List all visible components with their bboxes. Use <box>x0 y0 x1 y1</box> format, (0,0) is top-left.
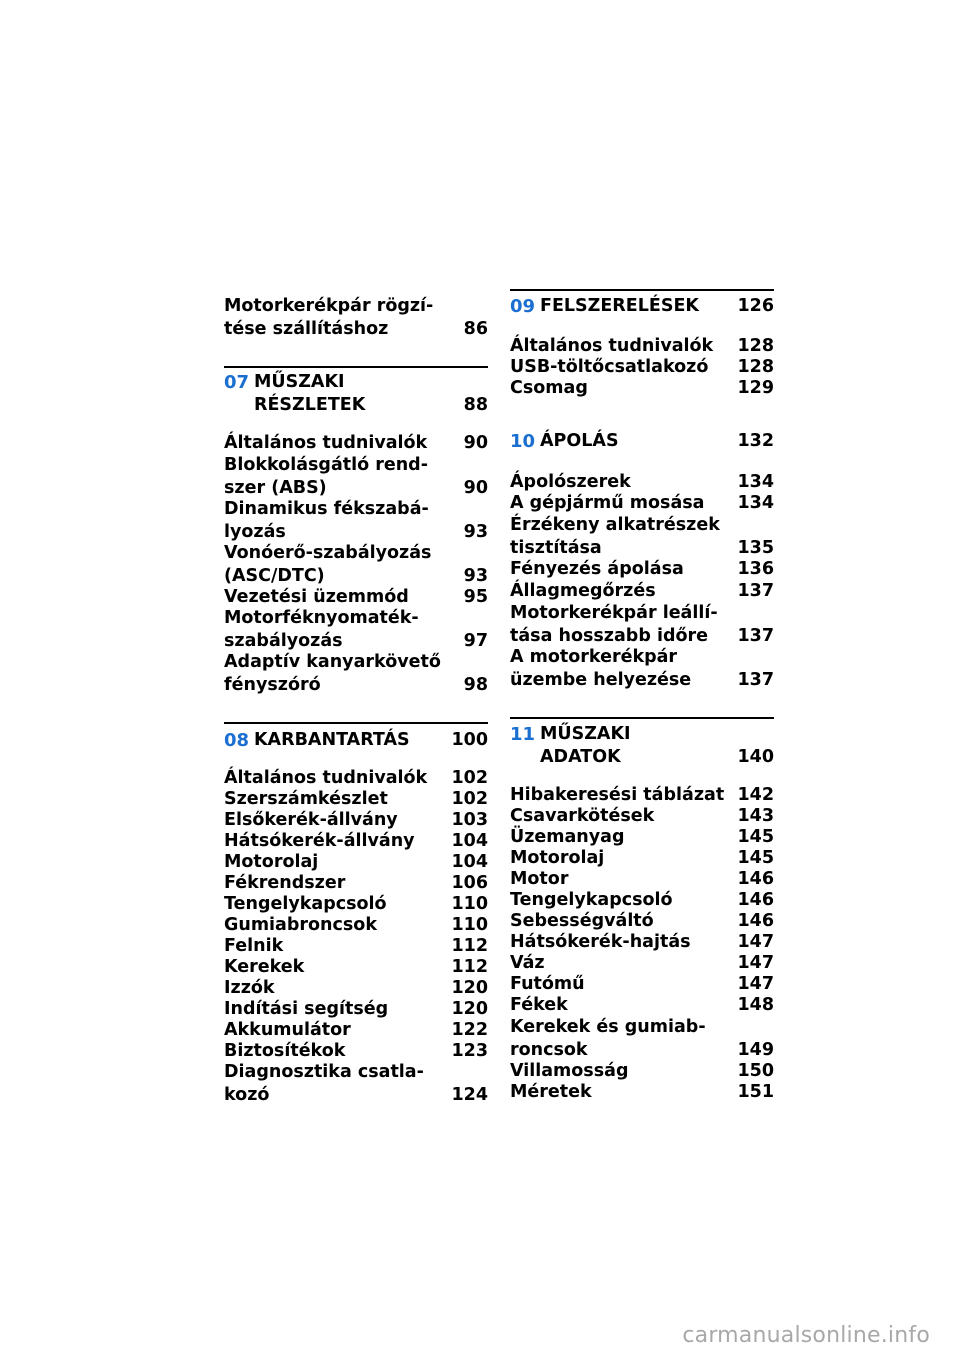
page-number: 86 <box>463 319 488 339</box>
section-heading-11[interactable] <box>510 724 774 745</box>
toc-entry[interactable]: Érzékeny alkatrészek <box>510 515 720 535</box>
toc-entry[interactable]: Felnik 112 <box>224 936 488 956</box>
section-heading-08[interactable] <box>224 730 488 751</box>
section-number: 10 <box>510 431 536 452</box>
section-number: 08 <box>224 730 250 751</box>
toc-entry[interactable]: Diagnosztika csatla- <box>224 1062 424 1082</box>
section-heading-11-cont[interactable]: ADATOK 140 <box>540 747 774 767</box>
section-heading-07[interactable] <box>224 372 488 393</box>
section-title: KARBANTARTÁS <box>254 730 410 750</box>
toc-entry[interactable]: Sebességváltó 146 <box>510 911 774 931</box>
page-number: 132 <box>737 431 774 451</box>
section-divider <box>510 717 774 719</box>
page-number: 140 <box>737 747 774 767</box>
toc-entry[interactable]: Váz 147 <box>510 953 774 973</box>
toc-entry-cont[interactable]: (ASC/DTC) 93 <box>224 566 488 586</box>
section-heading-10[interactable] <box>510 431 774 452</box>
toc-entry-intro-cont[interactable]: tése szállításhoz 86 <box>224 319 488 339</box>
section-divider <box>224 366 488 368</box>
toc-entry[interactable]: Általános tudnivalók 102 <box>224 768 488 788</box>
watermark: carmanualsonline.info <box>682 1323 930 1348</box>
toc-entry[interactable]: Csavarkötések 143 <box>510 806 774 826</box>
page-number: 126 <box>737 296 774 316</box>
toc-entry[interactable]: Gumiabroncsok 110 <box>224 915 488 935</box>
toc-entry-intro[interactable]: Motorkerékpár rögzí- <box>224 296 434 316</box>
toc-entry[interactable]: Ápolószerek 134 <box>510 472 774 492</box>
toc-entry-cont[interactable]: lyozás 93 <box>224 522 488 542</box>
toc-entry[interactable]: Motor 146 <box>510 869 774 889</box>
toc-entry[interactable]: Indítási segítség 120 <box>224 999 488 1019</box>
section-heading-07-cont[interactable]: RÉSZLETEK 88 <box>254 395 488 415</box>
toc-entry[interactable]: Dinamikus fékszabá- <box>224 499 429 519</box>
toc-entry[interactable]: Szerszámkészlet 102 <box>224 789 488 809</box>
toc-entry[interactable]: Blokkolásgátló rend- <box>224 455 428 475</box>
toc-entry[interactable]: Általános tudnivalók 128 <box>510 336 774 356</box>
toc-entry-cont[interactable]: tása hosszabb időre 137 <box>510 626 774 646</box>
toc-entry[interactable]: Tengelykapcsoló 110 <box>224 894 488 914</box>
toc-entry[interactable]: Fékrendszer 106 <box>224 873 488 893</box>
toc-entry[interactable]: A motorkerékpár <box>510 647 678 667</box>
toc-entry-cont[interactable]: kozó 124 <box>224 1085 488 1105</box>
toc-entry[interactable]: Akkumulátor 122 <box>224 1020 488 1040</box>
section-title: ÁPOLÁS <box>540 431 619 451</box>
section-title: MŰSZAKI <box>254 372 345 392</box>
toc-entry[interactable]: Izzók 120 <box>224 978 488 998</box>
toc-entry[interactable]: A gépjármű mosása 134 <box>510 493 774 513</box>
toc-entry[interactable]: Méretek 151 <box>510 1082 774 1102</box>
page-number: 100 <box>451 730 488 750</box>
toc-entry[interactable]: Futómű 147 <box>510 974 774 994</box>
toc-entry[interactable]: Fényezés ápolása 136 <box>510 559 774 579</box>
toc-entry-cont[interactable]: üzembe helyezése 137 <box>510 670 774 690</box>
toc-entry[interactable]: Hátsókerék-hajtás 147 <box>510 932 774 952</box>
toc-entry[interactable]: Fékek 148 <box>510 995 774 1015</box>
toc-entry[interactable]: Motorféknyomaték- <box>224 608 419 628</box>
toc-entry[interactable]: Vezetési üzemmód 95 <box>224 587 488 607</box>
toc-entry-cont[interactable]: roncsok 149 <box>510 1040 774 1060</box>
section-number: 11 <box>510 724 536 745</box>
toc-entry[interactable]: Villamosság 150 <box>510 1061 774 1081</box>
toc-entry[interactable]: Motorkerékpár leállí- <box>510 603 718 623</box>
toc-entry[interactable]: Hátsókerék-állvány 104 <box>224 831 488 851</box>
section-heading-09[interactable] <box>510 296 774 317</box>
toc-entry[interactable]: Motorolaj 145 <box>510 848 774 868</box>
section-divider <box>224 722 488 724</box>
toc-entry[interactable]: Állagmegőrzés 137 <box>510 581 774 601</box>
toc-entry[interactable]: Kerekek és gumiab- <box>510 1017 706 1037</box>
toc-entry[interactable]: Kerekek 112 <box>224 957 488 977</box>
section-number: 07 <box>224 372 250 393</box>
toc-entry[interactable]: Vonóerő-szabályozás <box>224 543 432 563</box>
toc-entry[interactable]: Motorolaj 104 <box>224 852 488 872</box>
page-number: 88 <box>463 395 488 415</box>
section-divider <box>510 289 774 291</box>
toc-entry[interactable]: Általános tudnivalók 90 <box>224 433 488 453</box>
toc-entry[interactable]: USB-töltőcsatlakozó 128 <box>510 357 774 377</box>
toc-entry[interactable]: Elsőkerék-állvány 103 <box>224 810 488 830</box>
toc-entry-cont[interactable]: fényszóró 98 <box>224 675 488 695</box>
toc-entry[interactable]: Tengelykapcsoló 146 <box>510 890 774 910</box>
toc-entry[interactable]: Biztosítékok 123 <box>224 1041 488 1061</box>
toc-entry[interactable]: Üzemanyag 145 <box>510 827 774 847</box>
toc-entry[interactable]: Adaptív kanyarkövető <box>224 652 441 672</box>
toc-entry-cont[interactable]: szer (ABS) 90 <box>224 478 488 498</box>
toc-entry-cont[interactable]: szabályozás 97 <box>224 631 488 651</box>
section-number: 09 <box>510 296 536 317</box>
section-title: MŰSZAKI <box>540 724 631 744</box>
toc-entry[interactable]: Hibakeresési táblázat 142 <box>510 785 774 805</box>
toc-entry-cont[interactable]: tisztítása 135 <box>510 538 774 558</box>
section-title: FELSZERELÉSEK <box>540 296 699 316</box>
toc-entry[interactable]: Csomag 129 <box>510 378 774 398</box>
